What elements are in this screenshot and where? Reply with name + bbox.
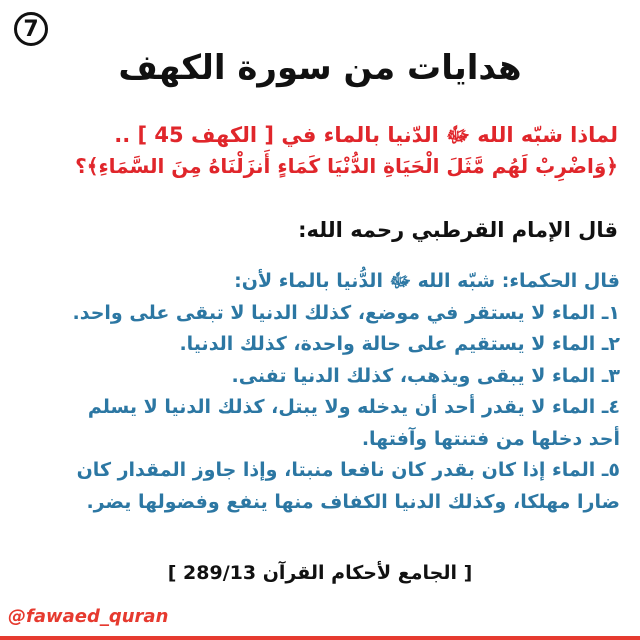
body-line: ١ـ الماء لا يستقر في موضع، كذلك الدنيا لا تبقى على واحد. [72, 301, 620, 324]
page-title: هدايات من سورة الكهف [118, 48, 522, 88]
body-line: ضارا مهلكا، وكذلك الدنيا الكفاف منها ينفع وفضولها يضر. [86, 490, 620, 513]
question-block [18, 120, 618, 182]
body-text [14, 266, 620, 518]
source-citation: [ الجامع لأحكام القرآن 289/13 ] [167, 562, 473, 584]
imam-heading: قال الإمام القرطبي رحمه الله: [298, 218, 618, 242]
body-intro: قال الحكماء: شبّه الله ﷻ الدُّنيا بالماء لأن: [234, 270, 620, 292]
body-line: ٣ـ الماء لا يبقى ويذهب، كذلك الدنيا تفنى. [231, 364, 620, 387]
verse-line: ﴿وَاضْرِبْ لَهُم مَّثَلَ الْحَيَاةِ الدُّنْيَا كَمَاءٍ أَنزَلْنَاهُ مِنَ السَّمَاءِ﴾؟ [75, 154, 618, 178]
body-line: ٥ـ الماء إذا كان بقدر كان نافعا منبتا، وإذا جاوز المقدار كان [76, 459, 620, 481]
body-line: ٤ـ الماء لا يقدر أحد أن يدخله ولا يبتل، كذلك الدنيا لا يسلم [87, 396, 620, 418]
footer-divider [0, 636, 640, 640]
page-number-badge: 7 [14, 12, 48, 46]
body-line: ٢ـ الماء لا يستقيم على حالة واحدة، كذلك الدنيا. [179, 333, 620, 355]
body-line: أحد دخلها من فتنتها وآفتها. [361, 427, 620, 450]
account-handle: @fawaed_quran [8, 606, 169, 627]
question-line: لماذا شبّه الله ﷻ الدّنيا بالماء في [ الكهف 45 ] .. [114, 123, 618, 147]
